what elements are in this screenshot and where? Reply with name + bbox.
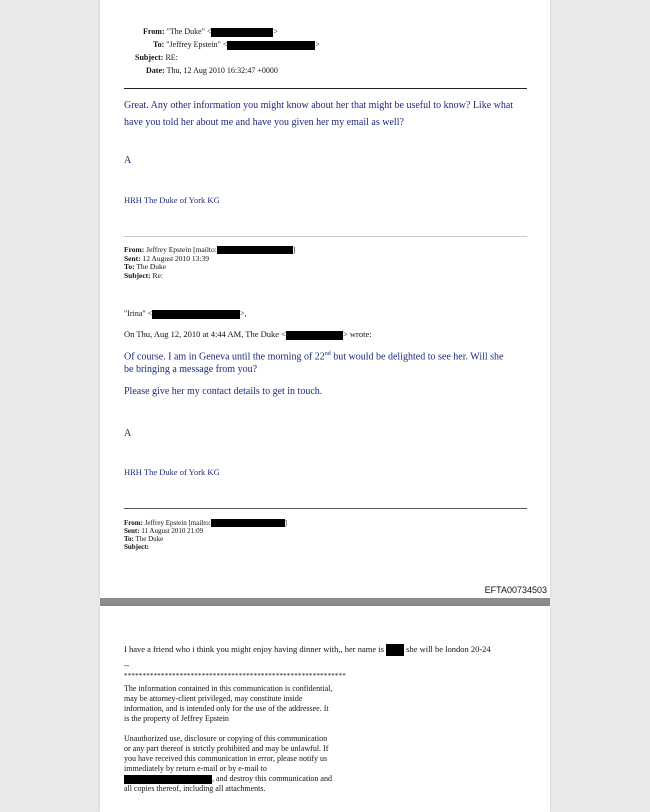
quoted-to-value: The Duke [136,262,167,272]
reply-line-1-b: but would be delighted to see her. Will she [330,351,504,363]
reply-ordinal: nd [324,351,331,357]
reply-line-1-a: Of course. I am in Geneva until the morning of 22 [124,351,325,363]
message-body: Great. Any other information you might know about her that might be useful to know? Like what have you told her about me and have you given her my email as well? [124,100,514,128]
friend-line-prefix: I have a friend who i think you might enjoy having dinner with,, her name is [124,644,384,654]
quoted2-from-tail: ] [284,519,287,527]
redaction-box [124,775,212,784]
redaction-box [217,246,293,254]
on-prefix: On Thu, Aug 12, 2010 at 4:44 AM, The Duke < [124,329,286,339]
quoted-sent-value: 12 August 2010 13:39 [142,253,210,263]
document-page-1 [100,0,550,598]
quoted-from-label: From: [124,245,145,254]
redaction-box [286,331,343,340]
quoted2-to-label: To: [124,535,134,544]
header-divider [124,88,527,89]
header-to-value: "Jeffrey Epstein" < [166,40,228,49]
signature-dashes: -- [124,661,130,670]
disclaimer-2-b: , and destroy this communication and all copies thereof, including all attachments. [124,774,332,793]
quote-divider-2 [124,508,527,509]
friend-line [124,644,491,656]
quoted2-subject-label: Subject: [124,543,149,552]
quoted2-sent-value: 11 August 2010 21:09 [141,527,204,536]
header-date-row [146,66,278,75]
header-from-label: From: [143,27,165,36]
friend-line-suffix: she will be london 20-24 [406,644,491,654]
on-suffix: > wrote: [342,329,372,339]
on-date-line [124,329,372,340]
quoted2-to-value: The Duke [135,535,164,544]
header-subject-value: RE: [165,53,178,62]
quoted-subject-label: Subject: [124,270,151,280]
header-subject-label: Subject: [135,53,164,62]
quoted2-sent-label: Sent: [124,527,140,536]
quoted-to-label: To: [124,262,135,272]
page-separator [100,598,550,606]
disclaimer-2-a: Unauthorized use, disclosure or copying of this communication or any part thereof is strictly prohibited and may be unlawful. If you have received this communication in error, please notify us immediately by return e-mail or by e-mail to [124,734,329,773]
quoted-subject-value: Re: [152,270,163,280]
quoted-header-2 [124,519,287,551]
disclaimer-1: The information contained in this communication is confidential, may be attorney-client privileged, may constitute inside information, and is intended only for the use of the addressee. It is the property of Jeffrey Epstein [124,684,333,723]
irina-suffix: >, [240,309,247,318]
reply-line-2: be bringing a message from you? [124,364,258,375]
header-from-tail: > [273,27,278,36]
document-id: EFTA00734503 [484,585,547,595]
header-subject-row [135,53,178,62]
document-page-2 [100,606,550,812]
redaction-box [211,28,273,37]
quoted2-from-label: From: [124,519,143,527]
header-from-value: "The Duke" < [166,27,212,36]
signature: HRH The Duke of York KG [124,195,220,205]
quoted-from-value: Jeffrey Epstein [mailto: [146,245,217,254]
header-from-row [143,27,278,37]
quoted2-from-value: Jeffrey Epstein [mailto: [144,519,211,527]
header-date-value: Thu, 12 Aug 2010 16:32:47 +0000 [166,66,278,75]
redaction-box [211,519,285,527]
header-to-row [153,40,320,50]
header-date-label: Date: [146,66,165,75]
irina-prefix: "Irina" < [124,309,153,318]
disclaimer-2 [124,734,334,794]
message-initial: A [124,155,132,166]
quoted-header [124,246,295,280]
quoted-from-tail: ] [292,245,296,254]
quoted-sent-label: Sent: [124,253,141,263]
redaction-box [386,644,404,656]
reply-line-3: Please give her my contact details to get in touch. [124,386,323,397]
header-to-label: To: [153,40,165,49]
header-to-tail: > [315,40,320,49]
reply-initial: A [124,428,132,439]
stars-line: ************************************************************ [124,672,346,680]
quote-divider [124,236,527,237]
irina-line [124,309,247,319]
signature-2: HRH The Duke of York KG [124,467,220,477]
redaction-box [152,310,240,319]
redaction-box [227,41,315,50]
